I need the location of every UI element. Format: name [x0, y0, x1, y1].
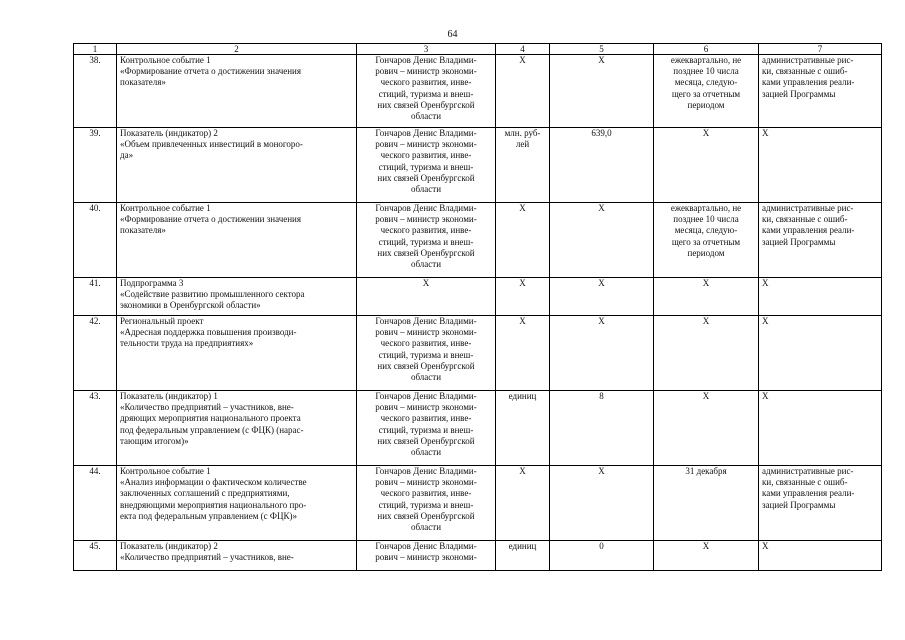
cell-text-line: «Содействие развитию промышленного сектора: [120, 289, 305, 300]
cell-text-line: ежеквартально, не: [670, 203, 742, 213]
cell-text-line: ки, связанные с ошиб-: [762, 66, 848, 77]
cell-text-line: ческого развития, инве-: [380, 225, 472, 236]
table-row: [74, 55, 882, 128]
cell-text-line: единиц: [508, 391, 537, 401]
cell-text-line: «Количество предприятий – участников, вне-: [120, 552, 294, 563]
responsible-person-cell: [357, 316, 496, 391]
risks-cell: [759, 128, 882, 203]
value-cell: [550, 278, 654, 316]
cell-text-line: ками управления реали-: [762, 225, 855, 236]
responsible-person-cell: [357, 278, 496, 316]
cell-text-line: месяца, следую-: [674, 77, 738, 88]
event-name-cell: [117, 466, 357, 541]
cell-text-line: ками управления реали-: [762, 77, 855, 88]
cell-text-line: X: [598, 466, 605, 476]
program-implementation-table: [73, 43, 882, 571]
unit-cell: [496, 278, 550, 316]
cell-text-line: X: [702, 128, 710, 138]
cell-text-line: стиций, туризма и внеш-: [378, 161, 474, 172]
cell-text-line: Гончаров Денис Владими-: [375, 541, 477, 551]
cell-text-line: X: [762, 278, 769, 288]
cell-text-line: Показатель (индикатор) 2: [120, 541, 218, 551]
column-header-3: 3: [357, 44, 496, 55]
cell-text-line: X: [702, 278, 710, 288]
cell-text-line: X: [702, 391, 710, 401]
deadline-cell: [654, 203, 759, 278]
cell-text-line: рович – министр экономи-: [375, 66, 477, 77]
event-name-cell: [117, 55, 357, 128]
cell-text-line: екта под федеральным управлением (с ФЦК)»: [120, 510, 298, 521]
cell-text-line: позднее 10 числа: [673, 66, 739, 77]
cell-text-line: 8: [599, 391, 604, 401]
cell-text-line: ческого развития, инве-: [380, 150, 472, 161]
cell-text-line: них связей Оренбургской: [377, 510, 475, 521]
unit-cell: [496, 391, 550, 466]
cell-text-line: X: [598, 203, 605, 213]
risks-cell: [759, 466, 882, 541]
row-number-cell: 40.: [74, 203, 117, 278]
cell-text-line: X: [422, 278, 430, 288]
cell-text-line: рович – министр экономи-: [375, 402, 477, 413]
cell-text-line: Подпрограмма 3: [120, 278, 184, 288]
cell-text-line: X: [762, 391, 769, 401]
cell-text-line: стиций, туризма и внеш-: [378, 424, 474, 435]
cell-text-line: щего за отчетным: [671, 236, 741, 247]
cell-text-line: Гончаров Денис Владими-: [375, 316, 477, 326]
value-cell: [550, 466, 654, 541]
cell-text-line: административные рис-: [762, 55, 854, 65]
cell-text-line: млн. руб-: [504, 128, 541, 138]
responsible-person-cell: [357, 391, 496, 466]
event-name-cell: [117, 391, 357, 466]
cell-text-line: заключенных соглашений с предприятиями,: [120, 488, 290, 499]
cell-text-line: под федеральным управлением (с ФЦК) (нарас-: [120, 424, 304, 435]
row-number-cell: 41.: [74, 278, 117, 316]
event-name-cell: [117, 203, 357, 278]
cell-text-line: щего за отчетным: [671, 88, 741, 99]
cell-text-line: области: [410, 259, 442, 270]
row-number-cell: 44.: [74, 466, 117, 541]
cell-text-line: Показатель (индикатор) 1: [120, 391, 218, 401]
cell-text-line: периодом: [687, 99, 725, 110]
table-body: [74, 55, 882, 571]
cell-text-line: зацией Программы: [762, 499, 836, 510]
deadline-cell: [654, 316, 759, 391]
cell-text-line: единиц: [508, 541, 537, 551]
unit-cell: [496, 128, 550, 203]
value-cell: [550, 316, 654, 391]
cell-text-line: Гончаров Денис Владими-: [375, 203, 477, 213]
cell-text-line: X: [762, 128, 769, 138]
table-row: [74, 391, 882, 466]
table-row: [74, 316, 882, 391]
responsible-person-cell: [357, 541, 496, 571]
cell-text-line: «Анализ информации о фактическом количестве: [120, 477, 307, 488]
deadline-cell: [654, 128, 759, 203]
cell-text-line: 31 декабря: [685, 466, 727, 476]
cell-text-line: позднее 10 числа: [673, 214, 739, 225]
row-number-cell: 38.: [74, 55, 117, 128]
cell-text-line: X: [519, 55, 526, 65]
cell-text-line: X: [598, 55, 605, 65]
unit-cell: [496, 55, 550, 128]
cell-text-line: X: [762, 316, 769, 326]
risks-cell: [759, 391, 882, 466]
deadline-cell: [654, 466, 759, 541]
cell-text-line: X: [702, 541, 710, 551]
responsible-person-cell: [357, 55, 496, 128]
responsible-person-cell: [357, 203, 496, 278]
deadline-cell: [654, 278, 759, 316]
row-number-cell: 39.: [74, 128, 117, 203]
cell-text-line: X: [762, 541, 769, 551]
table-row: [74, 278, 882, 316]
risks-cell: [759, 316, 882, 391]
table-row: [74, 541, 882, 571]
table-row: [74, 466, 882, 541]
cell-text-line: области: [410, 372, 442, 383]
cell-text-line: Контрольное событие 1: [120, 466, 211, 476]
cell-text-line: Контрольное событие 1: [120, 203, 211, 213]
cell-text-line: ками управления реали-: [762, 488, 855, 499]
cell-text-line: области: [410, 184, 442, 195]
deadline-cell: [654, 391, 759, 466]
responsible-person-cell: [357, 128, 496, 203]
column-header-7: 7: [759, 44, 882, 55]
column-header-6: 6: [654, 44, 759, 55]
cell-text-line: X: [598, 278, 605, 288]
cell-text-line: ки, связанные с ошиб-: [762, 477, 848, 488]
cell-text-line: стиций, туризма и внеш-: [378, 499, 474, 510]
cell-text-line: «Объем привлеченных инвестиций в моногоро-: [120, 139, 303, 150]
value-cell: [550, 541, 654, 571]
cell-text-line: месяца, следую-: [674, 225, 738, 236]
deadline-cell: [654, 55, 759, 128]
cell-text-line: рович – министр экономи-: [375, 552, 477, 563]
cell-text-line: экономики в Оренбургской области»: [120, 300, 261, 311]
cell-text-line: 0: [599, 541, 604, 551]
cell-text-line: административные рис-: [762, 203, 854, 213]
row-number-cell: 42.: [74, 316, 117, 391]
cell-text-line: тающим итогом)»: [120, 435, 189, 446]
event-name-cell: [117, 541, 357, 571]
value-cell: [550, 128, 654, 203]
cell-text-line: рович – министр экономи-: [375, 214, 477, 225]
cell-text-line: «Формирование отчета о достижении значения: [120, 214, 302, 225]
value-cell: [550, 391, 654, 466]
cell-text-line: стиций, туризма и внеш-: [378, 236, 474, 247]
cell-text-line: Контрольное событие 1: [120, 55, 211, 65]
cell-text-line: области: [410, 522, 442, 533]
cell-text-line: Гончаров Денис Владими-: [375, 391, 477, 401]
cell-text-line: Гончаров Денис Владими-: [375, 55, 477, 65]
cell-text-line: рович – министр экономи-: [375, 327, 477, 338]
cell-text-line: них связей Оренбургской: [377, 99, 475, 110]
cell-text-line: области: [410, 447, 442, 458]
unit-cell: [496, 316, 550, 391]
cell-text-line: Региональный проект: [120, 316, 204, 326]
cell-text-line: «Адресная поддержка повышения производи-: [120, 327, 297, 338]
cell-text-line: внедряющими мероприятия национального про-: [120, 499, 307, 510]
unit-cell: [496, 203, 550, 278]
cell-text-line: X: [519, 466, 526, 476]
cell-text-line: показателя»: [120, 77, 166, 88]
cell-text-line: лей: [515, 139, 530, 150]
table-row: [74, 128, 882, 203]
risks-cell: [759, 203, 882, 278]
cell-text-line: рович – министр экономи-: [375, 139, 477, 150]
cell-text-line: стиций, туризма и внеш-: [378, 88, 474, 99]
column-header-1: 1: [74, 44, 117, 55]
cell-text-line: административные рис-: [762, 466, 854, 476]
risks-cell: [759, 278, 882, 316]
cell-text-line: них связей Оренбургской: [377, 360, 475, 371]
cell-text-line: Гончаров Денис Владими-: [375, 466, 477, 476]
cell-text-line: показателя»: [120, 225, 166, 236]
cell-text-line: Показатель (индикатор) 2: [120, 128, 218, 138]
column-header-4: 4: [496, 44, 550, 55]
cell-text-line: X: [519, 316, 526, 326]
cell-text-line: ческого развития, инве-: [380, 488, 472, 499]
cell-text-line: рович – министр экономи-: [375, 477, 477, 488]
cell-text-line: периодом: [687, 247, 725, 258]
cell-text-line: X: [598, 316, 605, 326]
cell-text-line: Гончаров Денис Владими-: [375, 128, 477, 138]
cell-text-line: них связей Оренбургской: [377, 435, 475, 446]
event-name-cell: [117, 316, 357, 391]
unit-cell: [496, 466, 550, 541]
cell-text-line: X: [702, 316, 710, 326]
row-number-cell: 45.: [74, 541, 117, 571]
cell-text-line: зацией Программы: [762, 236, 836, 247]
cell-text-line: ки, связанные с ошиб-: [762, 214, 848, 225]
unit-cell: [496, 541, 550, 571]
cell-text-line: ческого развития, инве-: [380, 338, 472, 349]
cell-text-line: тельности труда на предприятиях»: [120, 338, 254, 349]
cell-text-line: области: [410, 111, 442, 122]
cell-text-line: стиций, туризма и внеш-: [378, 349, 474, 360]
cell-text-line: «Количество предприятий – участников, вне-: [120, 402, 294, 413]
cell-text-line: да»: [120, 150, 134, 161]
column-number-header-row: [74, 44, 882, 55]
page-number: 64: [447, 29, 458, 40]
deadline-cell: [654, 541, 759, 571]
cell-text-line: зацией Программы: [762, 88, 836, 99]
risks-cell: [759, 55, 882, 128]
column-header-2: 2: [117, 44, 357, 55]
row-number-cell: 43.: [74, 391, 117, 466]
cell-text-line: X: [519, 278, 526, 288]
risks-cell: [759, 541, 882, 571]
table-row: [74, 203, 882, 278]
column-header-5: 5: [550, 44, 654, 55]
cell-text-line: 639,0: [591, 128, 612, 138]
value-cell: [550, 55, 654, 128]
cell-text-line: «Формирование отчета о достижении значения: [120, 66, 302, 77]
cell-text-line: них связей Оренбургской: [377, 172, 475, 183]
value-cell: [550, 203, 654, 278]
cell-text-line: них связей Оренбургской: [377, 247, 475, 258]
event-name-cell: [117, 128, 357, 203]
cell-text-line: ежеквартально, не: [670, 55, 742, 65]
cell-text-line: ческого развития, инве-: [380, 77, 472, 88]
cell-text-line: дряющих мероприятия национального проекта: [120, 413, 301, 424]
responsible-person-cell: [357, 466, 496, 541]
cell-text-line: X: [519, 203, 526, 213]
event-name-cell: [117, 278, 357, 316]
cell-text-line: ческого развития, инве-: [380, 413, 472, 424]
